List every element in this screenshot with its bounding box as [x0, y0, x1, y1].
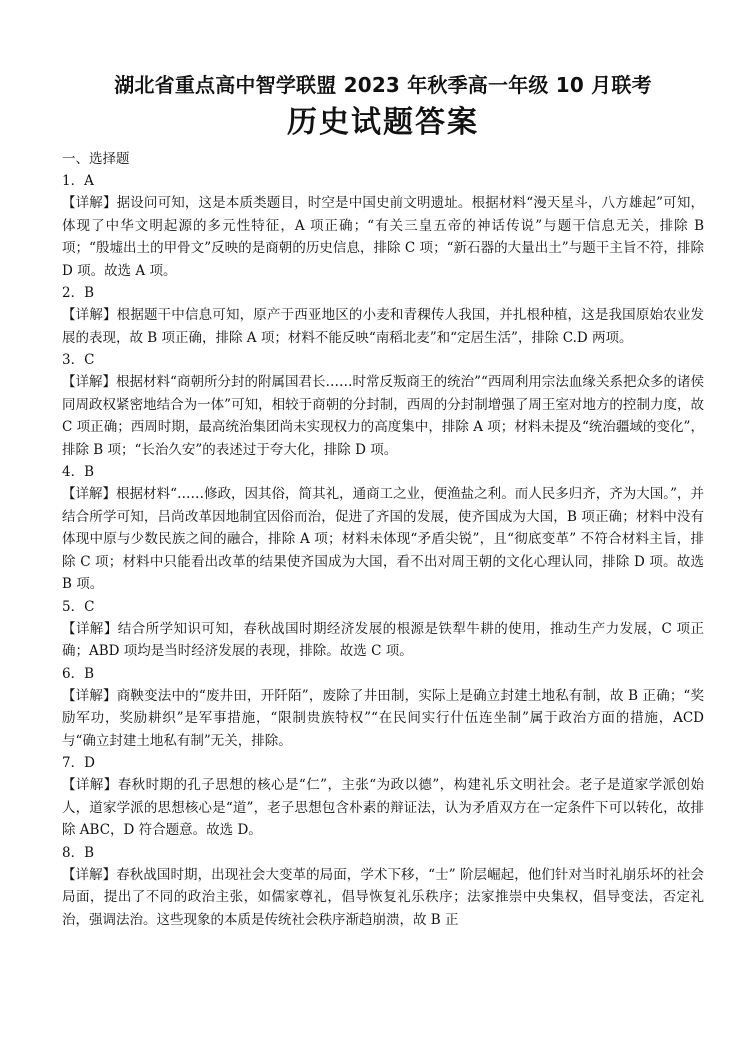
question-item-1	[62, 170, 704, 282]
explanation-text: 【详解】商鞅变法中的“废井田，开阡陌”，废除了井田制，实际上是确立封建土地私有制，故 B 正确；“奖励军功，奖励耕织”是军事措施，“限制贵族特权”“在民间实行什伍连坐制”属于政治方面的措施，ACD 与“确立封建土地私有制”无关，排除。	[62, 687, 704, 749]
answer-label: 2．B	[62, 285, 95, 301]
question-item-7	[62, 752, 704, 842]
answer-label: 1．A	[62, 173, 94, 189]
explanation-text: 【详解】春秋时期的孔子思想的核心是“仁”，主张“为政以德”，构建礼乐文明社会。老子是道家学派创始人，道家学派的思想核心是“道”，老子思想包含朴素的辩证法，认为矛盾双方在一定条件下可以转化，故排除 ABC，D 符合题意。故选 D。	[62, 777, 704, 838]
answer-label: 4．B	[62, 464, 95, 480]
explanation-text: 【详解】根据材料“商朝所分封的附属国君长……时常反叛商王的统治”“西周利用宗法血缘关系把众多的诸侯同周政权紧密地结合为一体”可知，相较于商朝的分封制，西周的分封制增强了周王室对地方的控制力度，故 C 项正确；西周时期，最高统治集团尚未实现权力的高度集中，排除 A 项；材料未提及“统治疆域的变化”，排除 B 项；“长治久安”的表述过于夸大化，排除 D 项。	[62, 374, 704, 458]
answer-label: 5．C	[62, 598, 95, 615]
explanation-text: 【详解】据设问可知，这是本质类题目，时空是中国史前文明遗址。根据材料“漫天星斗，八方雄起”可知，体现了中华文明起源的多元性特征，A 项正确；“有关三皇五帝的神话传说”与题干信息无关，排除 B 项；“殷墟出土的甲骨文”反映的是商朝的历史信息，排除 C 项；“新石器的大量出土”与题干主旨不符，排除 D 项。故选 A 项。	[62, 195, 704, 279]
question-item-4	[62, 461, 704, 596]
answer-label: 7．D	[62, 755, 95, 771]
question-item-5	[62, 596, 704, 663]
question-item-3	[62, 349, 704, 461]
answer-label: 6．B	[62, 665, 95, 682]
question-item-8	[62, 842, 704, 932]
explanation-text: 【详解】根据材料“……修政，因其俗，简其礼，通商工之业，便渔盐之利。而人民多归齐，齐为大国。”，并结合所学可知，吕尚改革因地制宜因俗而治，促进了齐国的发展，使齐国成为大国，B 项正确；材料中没有体现中原与少数民族之间的融合，排除 A 项；材料未体现“矛盾尖锐”，且“彻底变革” 不符合材料主旨，排除 C 项；材料中只能看出改革的结果使齐国成为大国，看不出对周王朝的文化心理认同，排除 D 项。故选 B 项。	[62, 486, 704, 592]
explanation-text: 【详解】根据题干中信息可知，原产于西亚地区的小麦和青稞传人我国，并扎根种植，这是我国原始农业发展的表现，故 B 项正确，排除 A 项；材料不能反映“南稻北麦”和“定居生活”，排除 C.D 两项。	[62, 307, 704, 346]
question-item-6	[62, 663, 704, 753]
section-heading: 一、选择题	[62, 151, 130, 167]
answer-label: 8．B	[62, 844, 95, 861]
answer-label: 3．C	[62, 352, 95, 368]
question-item-2	[62, 282, 704, 349]
explanation-text: 【详解】春秋战国时期，出现社会大变革的局面，学术下移，“士” 阶层崛起，他们针对当时礼崩乐坏的社会局面，提出了不同的政治主张，如儒家尊礼，倡导恢复礼乐秩序；法家推崇中央集权，倡导变法，否定礼治，强调法治。这些现象的本质是传统社会秩序渐趋崩溃，故 B 正	[62, 866, 704, 928]
explanation-text: 【详解】结合所学知识可知，春秋战国时期经济发展的根源是铁犁牛耕的使用，推动生产力发展，C 项正确；ABD 项均是当时经济发展的表现，排除。故选 C 项。	[62, 620, 704, 659]
document-title: 湖北省重点高中智学联盟 2023 年秋季高一年级 10 月联考	[114, 73, 652, 97]
document-subtitle: 历史试题答案	[287, 105, 479, 140]
